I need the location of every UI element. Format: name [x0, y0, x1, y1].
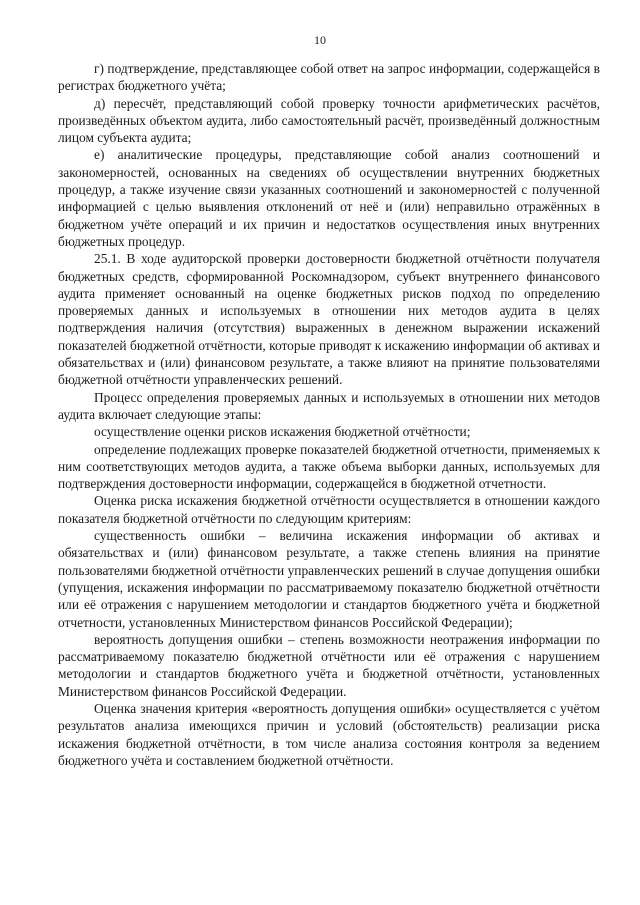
paragraph-25-1: 25.1. В ходе аудиторской проверки достоверности бюджетной отчётности получателя бюджетных средств, сформированной Роскомнадзором, субъект внутреннего финансового аудита применяет основанный на оценке бюджетных рисков подход по определению проверяемых данных и используемых в отношении них методов аудита в целях подтверждения наличия (отсутствия) выраженных в денежном выражении искажений показателей бюджетной отчётности, которые приводят к искажению информации об активах и обязательствах и (или) финансовом результате, а также влияют на принятие пользователями бюджетной отчётности управленческих решений.: [58, 251, 600, 388]
paragraph-d-recalculation: д) пересчёт, представляющий собой проверку точности арифметических расчётов, произведённых объектом аудита, либо самостоятельный расчёт, произведённый должностным лицом субъекта аудита;: [58, 95, 600, 146]
paragraph-probability-assessment: Оценка значения критерия «вероятность допущения ошибки» осуществляется с учётом результатов анализа имеющихся причин и условий (обстоятельств) реализации риска искажения бюджетной отчётности, в том числе анализа состояния контроля за ведением бюджетного учёта и составлением бюджетной отчётности.: [58, 700, 600, 768]
document-body: [58, 60, 600, 769]
paragraph-process-stages: Процесс определения проверяемых данных и используемых в отношении них методов аудита включает следующие этапы:: [58, 389, 600, 422]
paragraph-g-confirmation: г) подтверждение, представляющее собой ответ на запрос информации, содержащейся в регистрах бюджетного учёта;: [58, 61, 600, 94]
page-number: 10: [314, 33, 326, 47]
paragraph-risk-criteria-intro: Оценка риска искажения бюджетной отчётности осуществляется в отношении каждого показателя бюджетной отчётности по следующим критериям:: [58, 493, 600, 526]
paragraph-criterion-materiality: существенность ошибки – величина искажения информации об активах и обязательствах и (или) финансовом результате, а также степень влияния на принятие пользователями бюджетной отчётности управленческих решений в случае допущения ошибки (упущения, искажения информации по рассматриваемому показателю бюджетной отчётности или её отражения с нарушением методологии и стандартов бюджетного учёта и бюджетной отчетности, установленных Министерством финансов Российской Федерации);: [58, 528, 600, 630]
paragraph-criterion-probability: вероятность допущения ошибки – степень возможности неотражения информации по рассматриваемому показателю бюджетной отчётности или её отражения с нарушением методологии и стандартов бюджетного учёта и бюджетной отчётности, установленных Министерством финансов Российской Федерации.: [58, 631, 600, 699]
paragraph-stage-risk-assessment: осуществление оценки рисков искажения бюджетной отчётности;: [94, 424, 471, 440]
paragraph-stage-indicator-selection: определение подлежащих проверке показателей бюджетной отчетности, применяемых к ним соответствующих методов аудита, а также объема выборки данных, используемых для подтверждения достоверности информации, содержащейся в бюджетной отчетности.: [58, 441, 600, 492]
paragraph-e-analytical-procedures: е) аналитические процедуры, представляющие собой анализ соотношений и закономерностей, основанных на сведениях об осуществлении внутренних бюджетных процедур, а также изучение связи указанных соотношений и закономерностей с полученной информацией с целью выявления отклонений от неё и (или) неправильно отражённых в бюджетном учёте операций и их причин и недостатков осуществления иных внутренних бюджетных процедур.: [58, 147, 600, 249]
